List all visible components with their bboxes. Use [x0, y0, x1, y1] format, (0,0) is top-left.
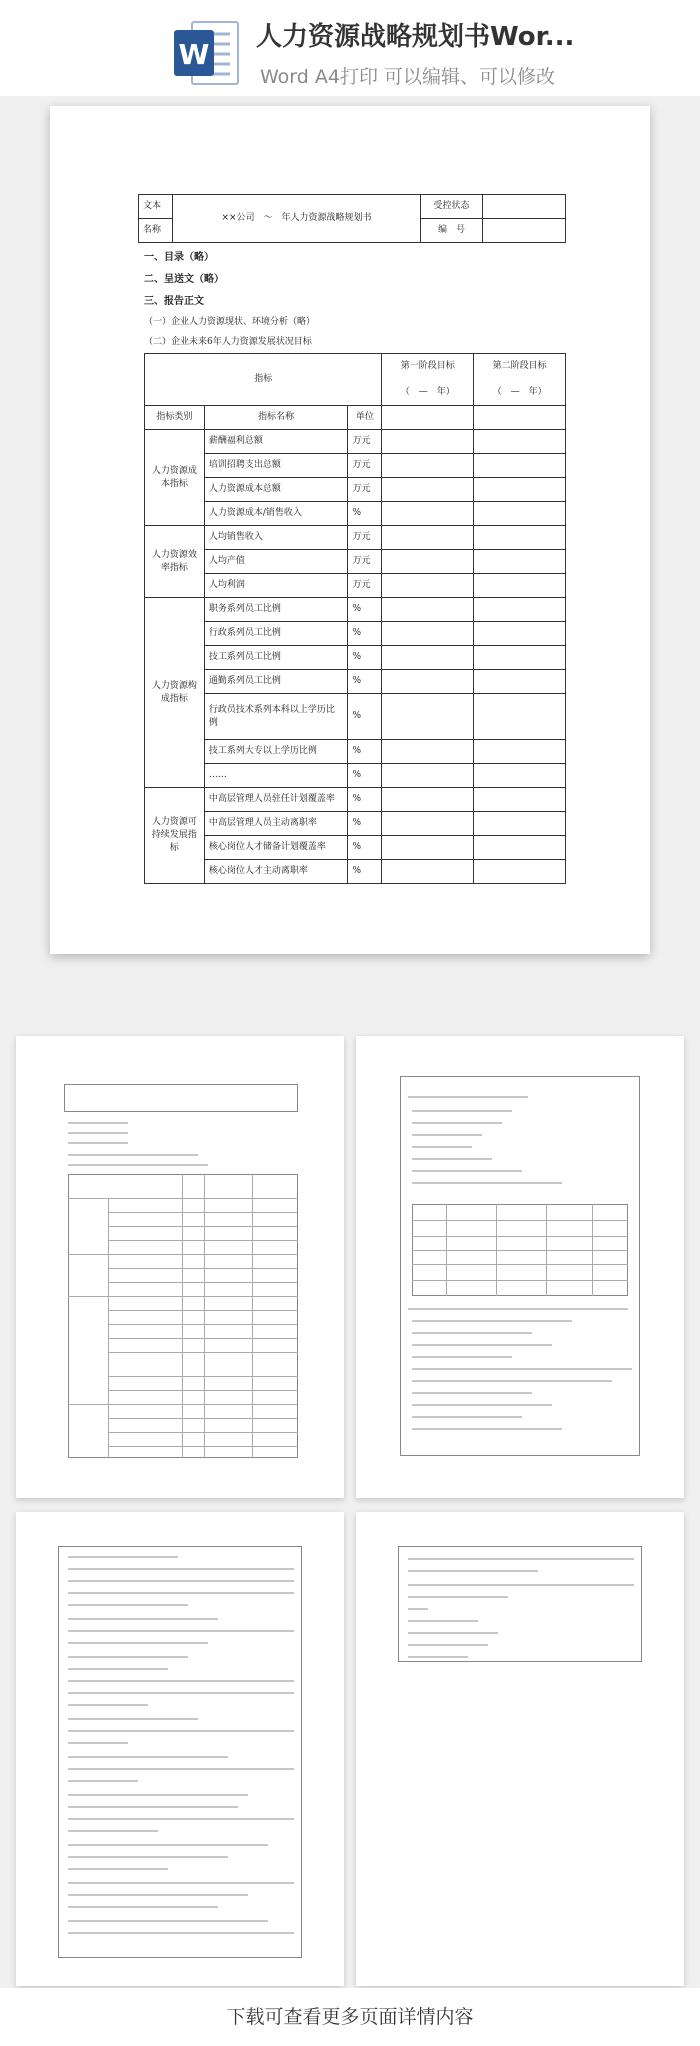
indicator-unit: % — [348, 764, 382, 788]
section-toc: 一、目录（略） — [144, 252, 214, 263]
page-thumbnail-4[interactable] — [356, 1512, 684, 1986]
table-row — [145, 622, 566, 646]
indicator-unit: % — [348, 740, 382, 764]
indicator-unit: 万元 — [348, 478, 382, 502]
indicator-name: 技工系列大专以上学历比例 — [204, 740, 348, 764]
control-status-label: 受控状态 — [421, 195, 483, 219]
page-thumbnail-1[interactable] — [16, 1036, 344, 1498]
indicator-name: 培训招聘支出总额 — [204, 454, 348, 478]
subsection-targets: （二）企业未来6年人力资源发展状况目标 — [144, 337, 312, 347]
indicator-name: 人力资源成本/销售收入 — [204, 502, 348, 526]
indicator-name: 行政员技术系列本科以上学历比例 — [204, 694, 348, 740]
indicator-name: 人力资源成本总额 — [204, 478, 348, 502]
indicator-unit: % — [348, 788, 382, 812]
download-more-link[interactable]: 下载可查看更多页面详情内容 — [0, 1988, 700, 2046]
table-row — [145, 454, 566, 478]
table-row — [145, 478, 566, 502]
category-cost: 人力资源成本指标 — [145, 430, 205, 526]
document-header-table — [138, 194, 566, 243]
page-thumbnail-3[interactable] — [16, 1512, 344, 1986]
indicator-unit: 万元 — [348, 550, 382, 574]
table-row — [145, 860, 566, 884]
indicator-name: 中高层管理人员驻任计划覆盖率 — [204, 788, 348, 812]
indicator-name: 核心岗位人才主动离职率 — [204, 860, 348, 884]
indicator-unit: % — [348, 694, 382, 740]
indicator-unit: % — [348, 502, 382, 526]
table-row — [145, 526, 566, 550]
indicator-name: 人均销售收入 — [204, 526, 348, 550]
document-title: 人力资源战略规划书Wor... — [256, 22, 575, 52]
document-subtitle: Word A4打印 可以编辑、可以修改 — [260, 66, 556, 88]
indicator-name: 职务系列员工比例 — [204, 598, 348, 622]
word-file-icon — [172, 20, 240, 86]
category-sustainability: 人力资源可持续发展指标 — [145, 788, 205, 884]
indicator-name: 行政系列员工比例 — [204, 622, 348, 646]
table-row — [145, 646, 566, 670]
serial-label: 编 号 — [421, 219, 483, 243]
table-row — [145, 430, 566, 454]
column-unit: 单位 — [348, 406, 382, 430]
table-row — [145, 740, 566, 764]
targets-table — [144, 353, 566, 884]
indicator-name: …… — [204, 764, 348, 788]
indicator-name: 通勤系列员工比例 — [204, 670, 348, 694]
indicator-unit: 万元 — [348, 430, 382, 454]
section-submission: 二、呈送文（略） — [144, 274, 224, 285]
indicator-unit: % — [348, 812, 382, 836]
section-report: 三、报告正文 — [144, 296, 204, 307]
svg-text:W: W — [178, 38, 210, 71]
phase2-header: 第二阶段目标 （ — 年） — [474, 354, 566, 406]
column-category: 指标类别 — [145, 406, 205, 430]
indicator-header: 指标 — [145, 354, 382, 406]
indicator-unit: 万元 — [348, 454, 382, 478]
table-row — [145, 550, 566, 574]
category-efficiency: 人力资源效率指标 — [145, 526, 205, 598]
indicator-unit: % — [348, 598, 382, 622]
indicator-name: 中高层管理人员主动离职率 — [204, 812, 348, 836]
indicator-unit: % — [348, 860, 382, 884]
header — [0, 0, 700, 96]
indicator-unit: 万元 — [348, 526, 382, 550]
doc-name-value: ××公司 ～ 年人力资源战略规划书 — [173, 195, 421, 243]
control-status-value — [483, 195, 566, 219]
table-row — [145, 670, 566, 694]
indicator-unit: % — [348, 622, 382, 646]
indicator-name: 技工系列员工比例 — [204, 646, 348, 670]
table-row — [145, 694, 566, 740]
indicator-unit: % — [348, 646, 382, 670]
indicator-name: 人均利润 — [204, 574, 348, 598]
main-page-preview[interactable] — [50, 106, 650, 954]
table-row — [145, 788, 566, 812]
table-row — [145, 598, 566, 622]
doc-name-label-2: 名称 — [139, 219, 173, 243]
indicator-name: 人均产值 — [204, 550, 348, 574]
indicator-name: 核心岗位人才储备计划覆盖率 — [204, 836, 348, 860]
table-row — [145, 836, 566, 860]
page-thumbnail-2[interactable] — [356, 1036, 684, 1498]
table-row — [145, 574, 566, 598]
indicator-name: 薪酬福利总额 — [204, 430, 348, 454]
phase1-header: 第一阶段目标 （ — 年） — [382, 354, 474, 406]
subsection-analysis: （一）企业人力资源现状、环境分析（略） — [144, 317, 316, 327]
table-row — [145, 812, 566, 836]
table-row — [145, 764, 566, 788]
column-name: 指标名称 — [204, 406, 348, 430]
indicator-unit: % — [348, 836, 382, 860]
category-composition: 人力资源构成指标 — [145, 598, 205, 788]
indicator-unit: % — [348, 670, 382, 694]
serial-value — [483, 219, 566, 243]
document-body — [138, 194, 566, 884]
doc-name-label-1: 文本 — [139, 195, 173, 219]
table-row — [145, 502, 566, 526]
indicator-unit: 万元 — [348, 574, 382, 598]
